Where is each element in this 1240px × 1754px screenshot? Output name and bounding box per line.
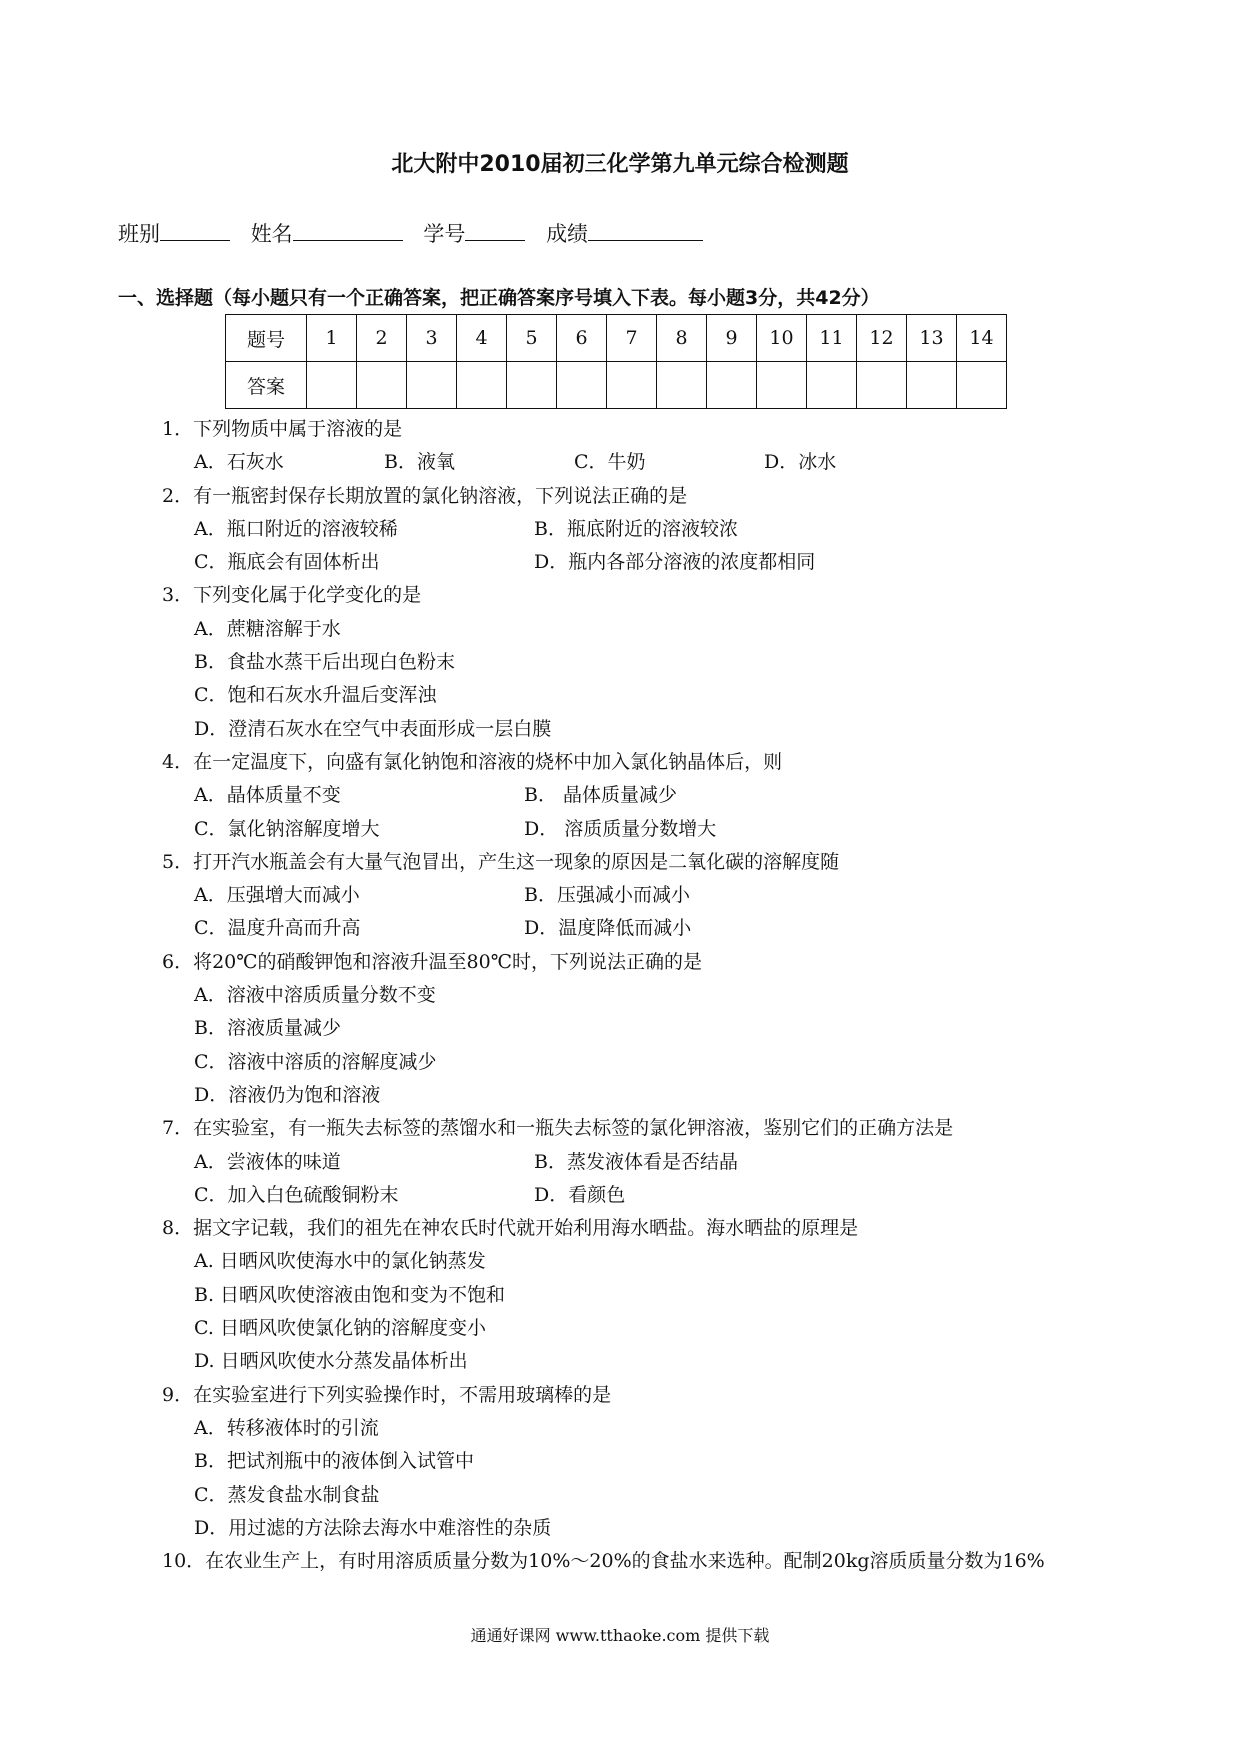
question-10-stem: 10．在农业生产上，有时用溶质质量分数为10%～20%的食盐水来选种。配制20kg溶质质量分数为16% [162, 1550, 1045, 1573]
option: D．溶液仍为饱和溶液 [194, 1083, 381, 1106]
class-label: 班别 [118, 222, 160, 246]
number-cell: 3 [407, 315, 457, 362]
question-4-options-row1 [162, 779, 1162, 812]
option: C．蒸发食盐水制食盐 [194, 1483, 380, 1506]
option: D．冰水 [764, 451, 837, 474]
id-blank [465, 218, 525, 241]
answer-table-number-row [226, 315, 1007, 362]
question-9-stem: 9．在实验室进行下列实验操作时，不需用玻璃棒的是 [162, 1383, 612, 1406]
option: D．瓶内各部分溶液的浓度都相同 [534, 551, 816, 574]
option: D．温度降低而减小 [524, 917, 692, 940]
score-blank [588, 218, 703, 241]
answer-table-answer-row [226, 362, 1007, 409]
number-cell: 13 [907, 315, 957, 362]
option: A. 日晒风吹使海水中的氯化钠蒸发 [194, 1250, 486, 1273]
number-cell: 7 [607, 315, 657, 362]
option: D．澄清石灰水在空气中表面形成一层白膜 [194, 717, 552, 740]
name-label: 姓名 [250, 222, 293, 246]
question-4-options-row2 [162, 813, 1162, 846]
answer-cell[interactable] [957, 362, 1007, 409]
answer-table [225, 314, 1007, 409]
option: B．瓶底附近的溶液较浓 [534, 517, 738, 540]
option: C. 日晒风吹使氯化钠的溶解度变小 [194, 1317, 486, 1340]
section-heading: 一、选择题（每小题只有一个正确答案，把正确答案序号填入下表。每小题3分，共42分） [118, 287, 880, 309]
option: C．瓶底会有固体析出 [194, 551, 380, 574]
option: B．溶液质量减少 [194, 1017, 341, 1040]
question-7-stem: 7．在实验室，有一瓶失去标签的蒸馏水和一瓶失去标签的氯化钾溶液，鉴别它们的正确方法是 [162, 1117, 954, 1140]
answer-cell[interactable] [907, 362, 957, 409]
question-1-options [162, 446, 1162, 479]
question-5-options-row2 [162, 912, 1162, 945]
option: B．蒸发液体看是否结晶 [534, 1150, 738, 1173]
option: B．把试剂瓶中的液体倒入试管中 [194, 1450, 474, 1473]
option: C．氯化钠溶解度增大 [194, 817, 380, 840]
answer-cell[interactable] [807, 362, 857, 409]
question-5-options-row1 [162, 879, 1162, 912]
option: C．饱和石灰水升温后变浑浊 [194, 684, 437, 707]
name-blank [293, 218, 403, 241]
question-2-stem: 2．有一瓶密封保存长期放置的氯化钠溶液，下列说法正确的是 [162, 484, 688, 507]
number-cell: 4 [457, 315, 507, 362]
student-info-row [118, 218, 717, 249]
option: D．用过滤的方法除去海水中难溶性的杂质 [194, 1516, 552, 1539]
question-1-stem: 1．下列物质中属于溶液的是 [162, 418, 403, 440]
page-title: 北大附中2010届初三化学第九单元综合检测题 [391, 152, 849, 177]
class-blank [160, 218, 230, 241]
question-3-stem: 3．下列变化属于化学变化的是 [162, 584, 422, 607]
option: B．液氧 [384, 451, 455, 474]
option: B．压强减小而减小 [524, 884, 690, 907]
answer-cell[interactable] [757, 362, 807, 409]
option: A．石灰水 [194, 451, 284, 474]
option: A．压强增大而减小 [194, 884, 360, 907]
answer-cell[interactable] [557, 362, 607, 409]
number-cell: 1 [307, 315, 357, 362]
option: D． 溶质质量分数增大 [524, 817, 717, 840]
answer-header-cell: 答案 [226, 362, 307, 409]
question-list [162, 413, 1162, 1578]
question-7-options-row2 [162, 1179, 1162, 1212]
answer-cell[interactable] [857, 362, 907, 409]
number-cell: 2 [357, 315, 407, 362]
answer-cell[interactable] [607, 362, 657, 409]
option: C．溶液中溶质的溶解度减少 [194, 1050, 437, 1073]
question-4-stem: 4．在一定温度下，向盛有氯化钠饱和溶液的烧杯中加入氯化钠晶体后，则 [162, 750, 783, 773]
answer-cell[interactable] [407, 362, 457, 409]
option: A．溶液中溶质质量分数不变 [194, 984, 436, 1007]
page-footer: 通通好课网 www.tthaoke.com 提供下载 [470, 1626, 770, 1645]
question-7-options-row1 [162, 1146, 1162, 1179]
question-6-stem: 6．将20℃的硝酸钾饱和溶液升温至80℃时，下列说法正确的是 [162, 950, 702, 973]
question-5-stem: 5．打开汽水瓶盖会有大量气泡冒出，产生这一现象的原因是二氧化碳的溶解度随 [162, 850, 840, 873]
id-label: 学号 [423, 222, 466, 246]
number-header-cell: 题号 [226, 315, 307, 362]
option: C．温度升高而升高 [194, 917, 361, 940]
number-cell: 11 [807, 315, 857, 362]
option: B． 晶体质量减少 [524, 784, 678, 807]
option: B．食盐水蒸干后出现白色粉末 [194, 651, 455, 674]
option: A．瓶口附近的溶液较稀 [194, 517, 398, 540]
option: D. 日晒风吹使水分蒸发晶体析出 [194, 1350, 468, 1373]
answer-cell[interactable] [457, 362, 507, 409]
number-cell: 10 [757, 315, 807, 362]
option: A．转移液体时的引流 [194, 1416, 379, 1439]
question-2-options-row2 [162, 546, 1162, 579]
answer-cell[interactable] [507, 362, 557, 409]
score-label: 成绩 [546, 222, 589, 246]
option: C．牛奶 [574, 451, 646, 474]
number-cell: 5 [507, 315, 557, 362]
number-cell: 8 [657, 315, 707, 362]
number-cell: 14 [957, 315, 1007, 362]
number-cell: 9 [707, 315, 757, 362]
option: A．尝液体的味道 [194, 1150, 341, 1173]
answer-cell[interactable] [707, 362, 757, 409]
option: A．蔗糖溶解于水 [194, 617, 341, 640]
question-8-stem: 8．据文字记载，我们的祖先在神农氏时代就开始利用海水晒盐。海水晒盐的原理是 [162, 1217, 859, 1240]
number-cell: 12 [857, 315, 907, 362]
answer-cell[interactable] [357, 362, 407, 409]
option: A．晶体质量不变 [194, 784, 341, 807]
question-2-options-row1 [162, 513, 1162, 546]
answer-cell[interactable] [307, 362, 357, 409]
number-cell: 6 [557, 315, 607, 362]
option: D．看颜色 [534, 1183, 626, 1206]
option: B. 日晒风吹使溶液由饱和变为不饱和 [194, 1283, 506, 1306]
answer-cell[interactable] [657, 362, 707, 409]
option: C．加入白色硫酸铜粉末 [194, 1183, 399, 1206]
